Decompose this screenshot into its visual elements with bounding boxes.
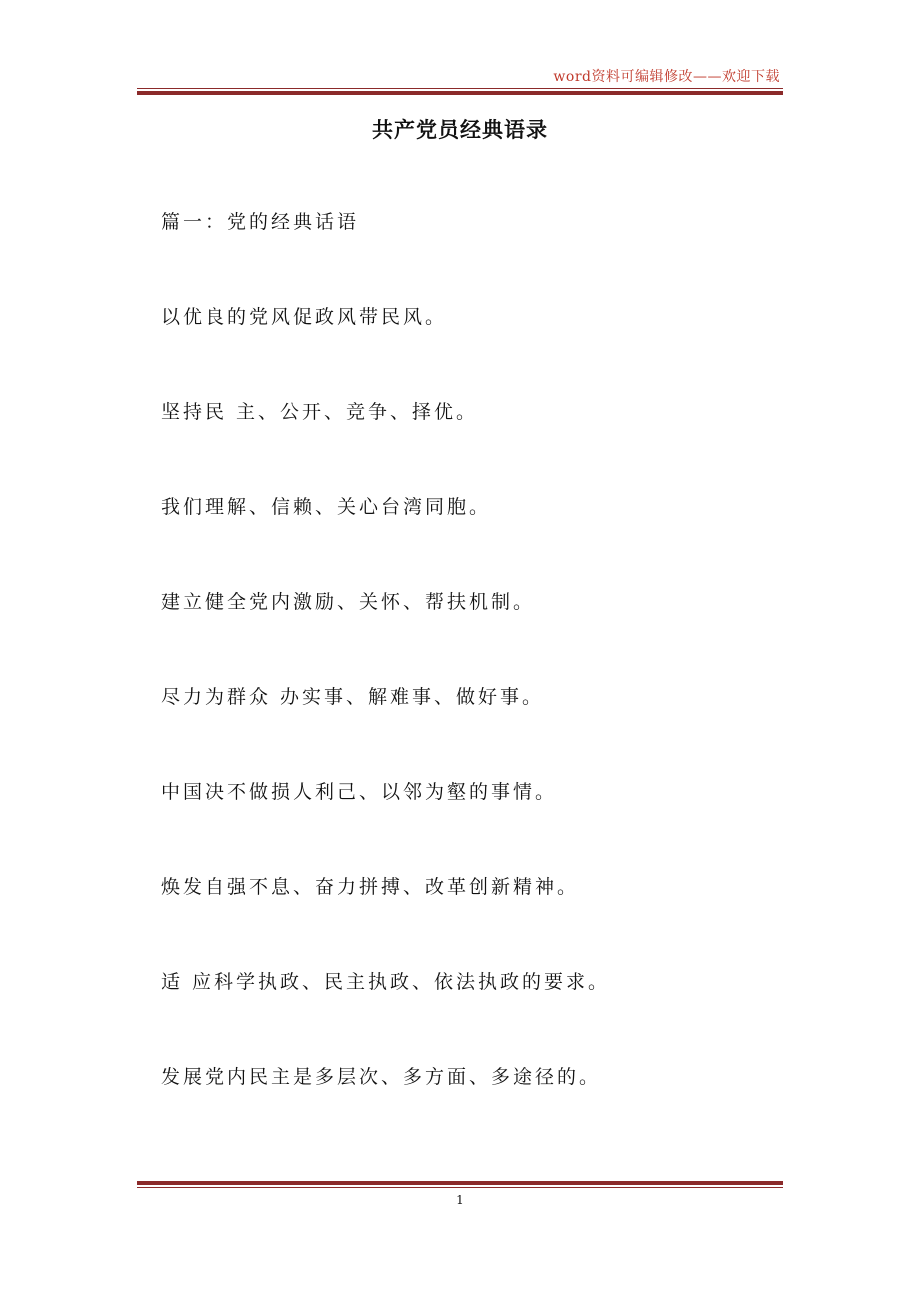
section-heading: 篇一：党的经典话语 [161,211,360,233]
quote-line: 我们理解、信赖、关心台湾同胞。 [161,496,492,518]
quote-line: 中国决不做损人利己、以邻为壑的事情。 [161,781,558,803]
quote-line: 建立健全党内激励、关怀、帮扶机制。 [161,591,536,613]
header-rule [137,88,783,95]
header-note: word资料可编辑修改——欢迎下载 [553,69,780,85]
body-text [161,206,761,1156]
quote-line: 发展党内民主是多层次、多方面、多途径的。 [161,1066,602,1088]
footer-rule [137,1181,783,1188]
quote-line: 坚持民 主、公开、竞争、择优。 [161,401,479,423]
quote-line: 焕发自强不息、奋力拼搏、改革创新精神。 [161,876,580,898]
document-title: 共产党员经典语录 [372,118,548,142]
quote-line: 尽力为群众 办实事、解难事、做好事。 [161,686,545,708]
page-number: 1 [456,1193,464,1207]
quote-line: 以优良的党风促政风带民风。 [161,306,448,328]
quote-line: 适 应科学执政、民主执政、依法执政的要求。 [161,971,611,993]
